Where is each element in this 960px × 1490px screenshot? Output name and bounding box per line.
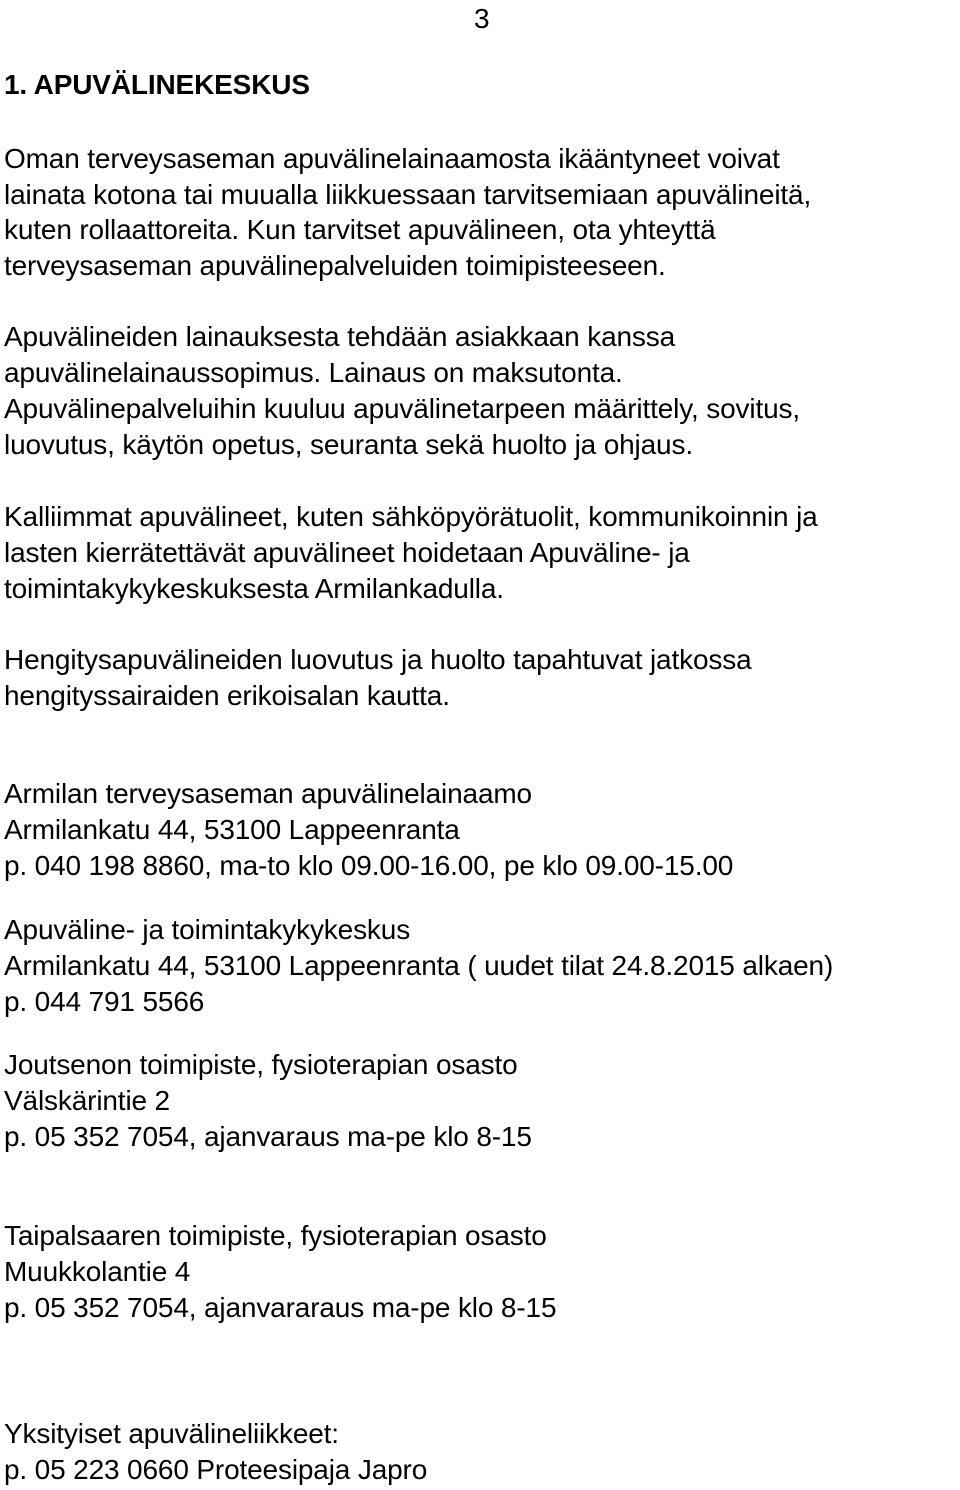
text-line: hengityssairaiden erikoisalan kautta.	[4, 680, 450, 711]
contact-name: Taipalsaaren toimipiste, fysioterapian osasto	[4, 1220, 547, 1251]
text-line: Hengitysapuvälineiden luovutus ja huolto tapahtuvat jatkossa	[4, 644, 752, 675]
contact-address: Välskärintie 2	[4, 1085, 170, 1116]
section-heading: 1. APUVÄLINEKESKUS	[4, 69, 310, 100]
contact-phone: p. 05 352 7054, ajanvararaus ma-pe klo 8-15	[4, 1292, 557, 1323]
text-line: Oman terveysaseman apuvälinelainaamosta ikääntyneet voivat	[4, 143, 780, 174]
contact-address: Armilankatu 44, 53100 Lappeenranta ( uudet tilat 24.8.2015 alkaen)	[4, 950, 834, 981]
text-line: luovutus, käytön opetus, seuranta sekä huolto ja ohjaus.	[4, 429, 693, 460]
text-line: Apuvälineiden lainauksesta tehdään asiakkaan kanssa	[4, 321, 676, 352]
contact-name: Armilan terveysaseman apuvälinelainaamo	[4, 778, 532, 809]
contact-name: Apuväline- ja toimintakykykeskus	[4, 914, 411, 945]
text-line: kuten rollaattoreita. Kun tarvitset apuvälineen, ota yhteyttä	[4, 214, 716, 245]
contact-address: Armilankatu 44, 53100 Lappeenranta	[4, 814, 460, 845]
text-line: apuvälinelainaussopimus. Lainaus on maksutonta.	[4, 357, 623, 388]
private-label: Yksityiset apuvälineliikkeet:	[4, 1418, 339, 1449]
contact-address: Muukkolantie 4	[4, 1256, 191, 1287]
contact-phone: p. 044 791 5566	[4, 986, 205, 1017]
page-number: 3	[474, 3, 490, 34]
text-line: lainata kotona tai muualla liikkuessaan tarvitsemiaan apuvälineitä,	[4, 179, 812, 210]
text-line: lasten kierrätettävät apuvälineet hoidetaan Apuväline- ja	[4, 537, 690, 568]
text-line: Kalliimmat apuvälineet, kuten sähköpyörätuolit, kommunikoinnin ja	[4, 501, 818, 532]
contact-name: Joutsenon toimipiste, fysioterapian osasto	[4, 1049, 518, 1080]
contact-phone: p. 040 198 8860, ma-to klo 09.00-16.00, pe klo 09.00-15.00	[4, 850, 734, 881]
private-phone: p. 05 223 0660 Proteesipaja Japro	[4, 1454, 428, 1485]
contact-phone: p. 05 352 7054, ajanvaraus ma-pe klo 8-15	[4, 1121, 532, 1152]
text-line: terveysaseman apuvälinepalveluiden toimipisteeseen.	[4, 250, 666, 281]
text-line: Apuvälinepalveluihin kuuluu apuvälinetarpeen määrittely, sovitus,	[4, 393, 801, 424]
text-line: toimintakykykeskuksesta Armilankadulla.	[4, 573, 504, 604]
